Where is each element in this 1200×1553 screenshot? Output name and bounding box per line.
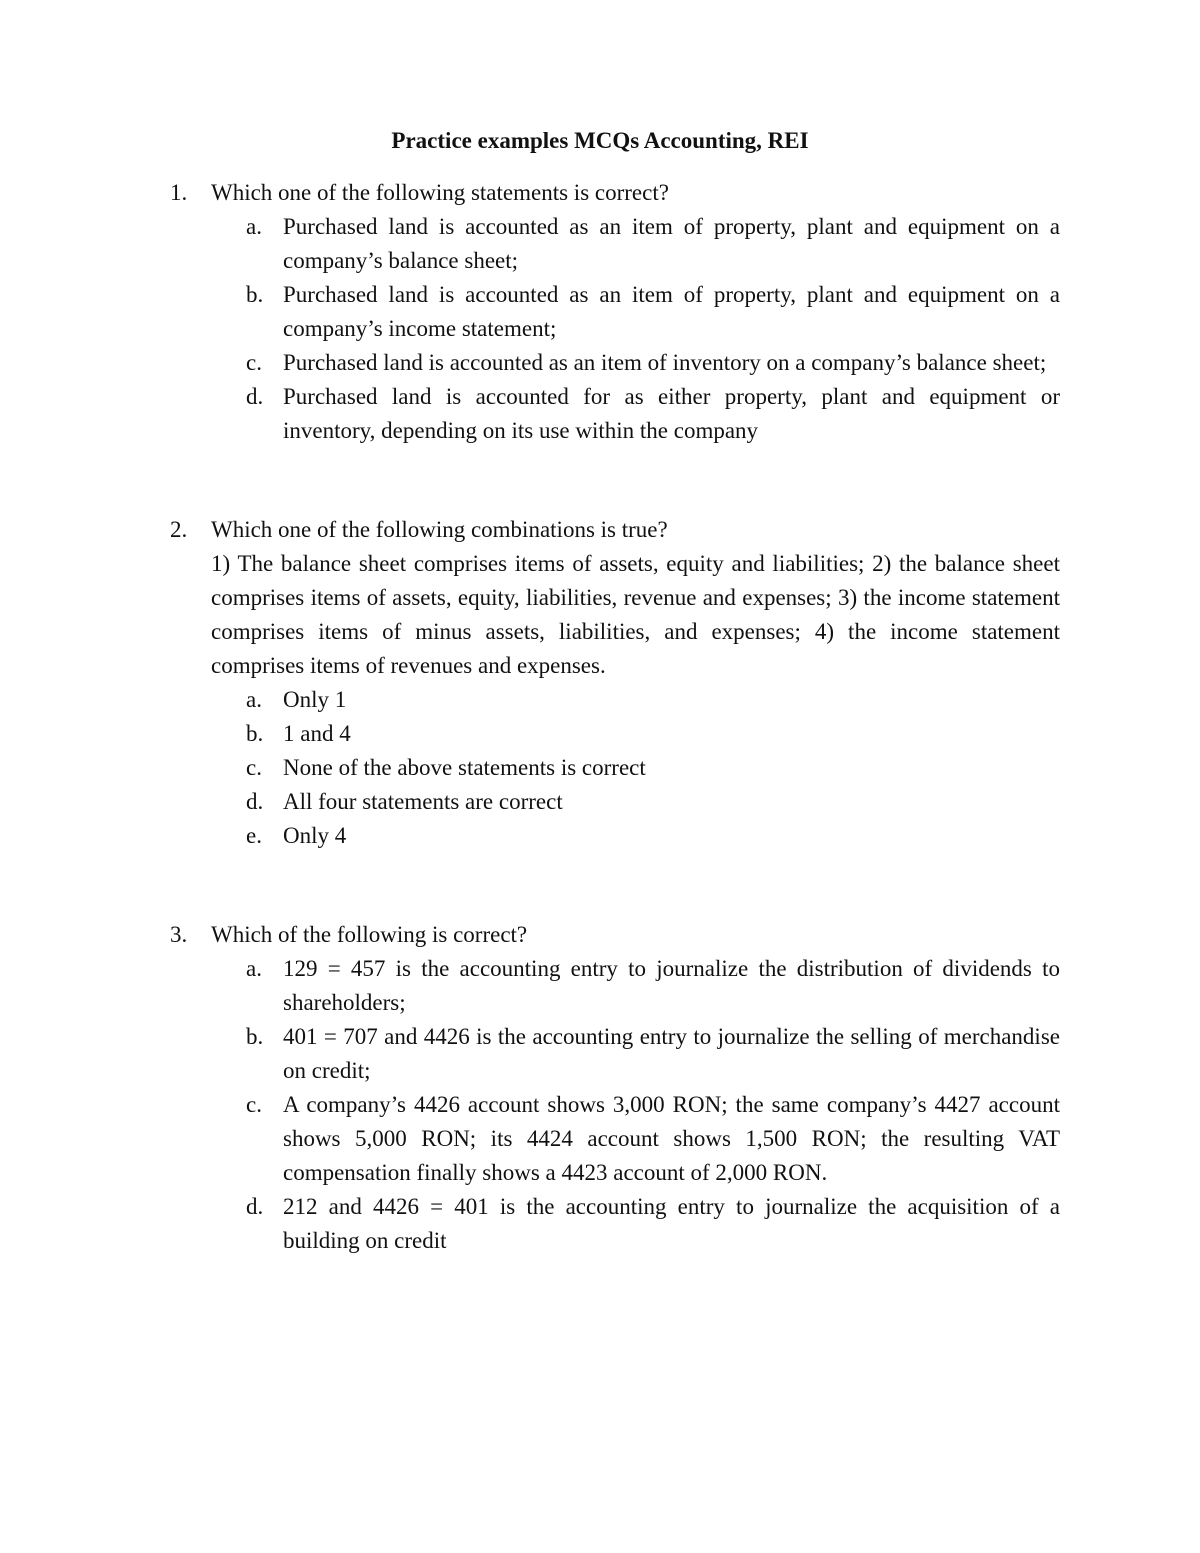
question-2 xyxy=(170,513,1060,853)
option-letter: c. xyxy=(246,755,262,780)
option-text: Purchased land is accounted for as either property, plant and equipment or inventory, depending on its use within the company xyxy=(283,384,1060,443)
option-c xyxy=(170,1088,1060,1190)
option-letter: c. xyxy=(246,1092,262,1117)
options-list xyxy=(170,683,1060,853)
option-letter: b. xyxy=(246,721,264,746)
option-text: Purchased land is accounted as an item of property, plant and equipment on a company’s balance sheet; xyxy=(283,214,1060,273)
option-b xyxy=(170,1020,1060,1088)
option-letter: a. xyxy=(246,956,262,981)
option-letter: e. xyxy=(246,823,262,848)
option-text: A company’s 4426 account shows 3,000 RON; the same company’s 4427 account shows 5,000 RON; its 4424 account shows 1,500 RON; the resulting VAT compensation finally shows a 4423 account of 2,000 RON. xyxy=(283,1092,1060,1185)
option-text: 401 = 707 and 4426 is the accounting entry to journalize the selling of merchandise on credit; xyxy=(283,1024,1060,1083)
option-c xyxy=(170,751,1060,785)
question-stem xyxy=(170,176,1060,210)
question-stem xyxy=(170,918,1060,952)
option-text: Purchased land is accounted as an item of property, plant and equipment on a company’s income statement; xyxy=(283,282,1060,341)
question-text: Which one of the following statements is correct? xyxy=(211,180,669,205)
option-b xyxy=(170,278,1060,346)
option-text: 1 and 4 xyxy=(283,721,351,746)
option-letter: b. xyxy=(246,282,264,307)
question-stem xyxy=(170,513,1060,547)
option-d xyxy=(170,1190,1060,1258)
question-statements: 1) The balance sheet comprises items of assets, equity and liabilities; 2) the balance sheet comprises items of assets, equity, liabilities, revenue and expenses; 3) the income statement comprises items of minus assets, liabilities, and expenses; 4) the income statement comprises items of revenues and expenses. xyxy=(211,551,1060,678)
option-letter: a. xyxy=(246,214,262,239)
option-text: Only 1 xyxy=(283,687,347,712)
options-list xyxy=(170,210,1060,448)
options-list xyxy=(170,952,1060,1258)
question-1 xyxy=(170,176,1060,448)
option-letter: d. xyxy=(246,1194,264,1219)
option-letter: a. xyxy=(246,687,262,712)
option-e xyxy=(170,819,1060,853)
option-letter: d. xyxy=(246,789,264,814)
question-number: 2. xyxy=(170,517,188,542)
option-c xyxy=(170,346,1060,380)
question-text: Which one of the following combinations is true? xyxy=(211,517,668,542)
question-number: 3. xyxy=(170,922,188,947)
question-3 xyxy=(170,918,1060,1258)
option-text: 129 = 457 is the accounting entry to journalize the distribution of dividends to shareholders; xyxy=(283,956,1060,1015)
question-number: 1. xyxy=(170,180,188,205)
option-a xyxy=(170,683,1060,717)
option-text: Only 4 xyxy=(283,823,347,848)
option-text: None of the above statements is correct xyxy=(283,755,646,780)
option-text: All four statements are correct xyxy=(283,789,563,814)
option-text: Purchased land is accounted as an item of inventory on a company’s balance sheet; xyxy=(283,350,1047,375)
option-a xyxy=(170,952,1060,1020)
option-letter: c. xyxy=(246,350,262,375)
option-letter: d. xyxy=(246,384,264,409)
option-b xyxy=(170,717,1060,751)
page-title: Practice examples MCQs Accounting, REI xyxy=(391,128,809,153)
question-text: Which of the following is correct? xyxy=(211,922,528,947)
option-letter: b. xyxy=(246,1024,264,1049)
option-a xyxy=(170,210,1060,278)
option-d xyxy=(170,785,1060,819)
option-text: 212 and 4426 = 401 is the accounting entry to journalize the acquisition of a building on credit xyxy=(283,1194,1060,1253)
option-d xyxy=(170,380,1060,448)
